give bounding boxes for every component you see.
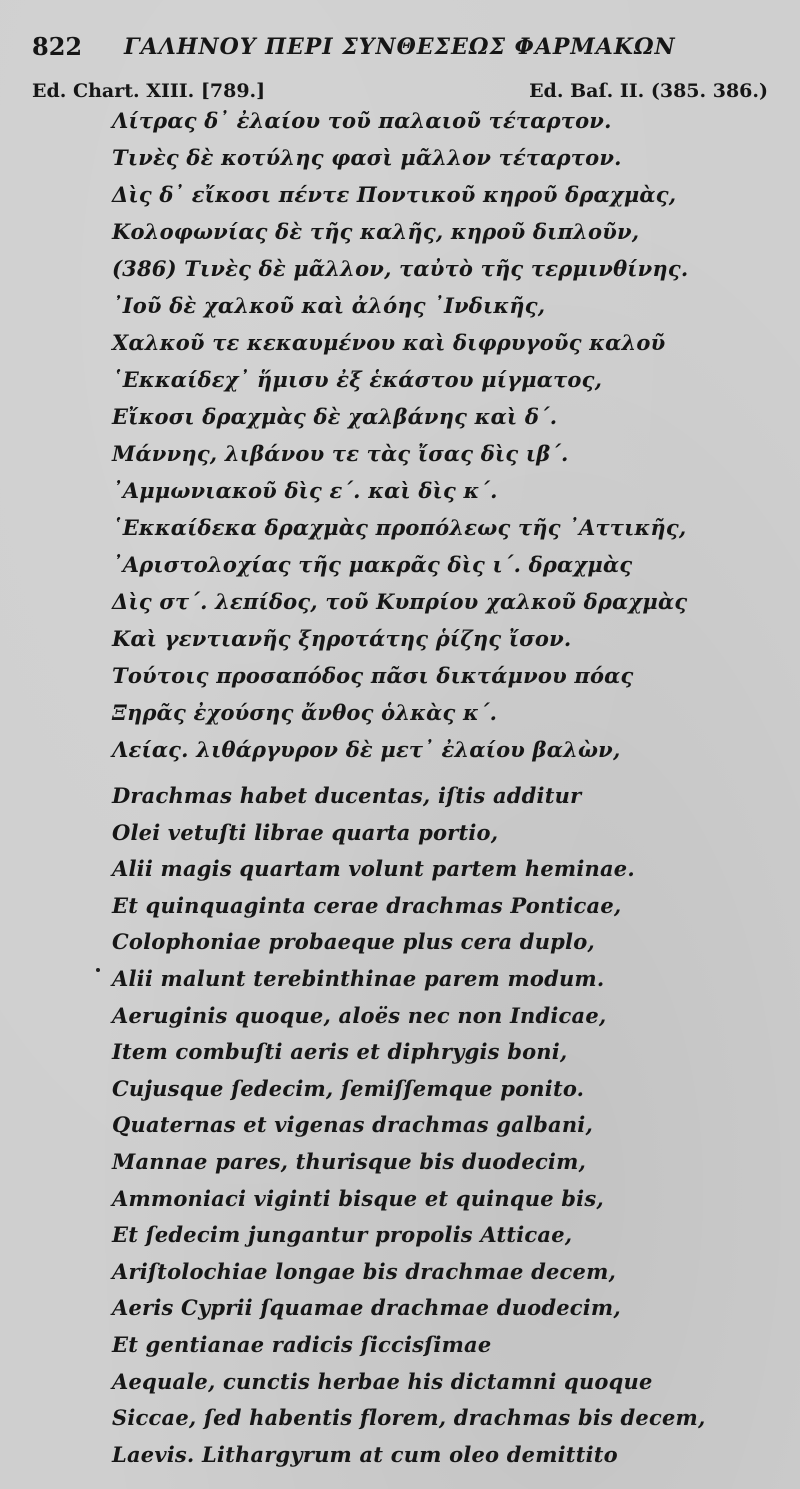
latin-verse-line: Mannae pares, thurisque bis duodecim, (112, 1148, 587, 1174)
latin-verse-line: Siccae, ſed habentis florem, drachmas bis decem, (112, 1405, 706, 1431)
greek-verse-line: ᾽Αριστολοχίας τῆς μακρᾶς δὶς ι΄. δραχμὰς (112, 552, 633, 577)
latin-verse-line: Alii malunt terebinthinae parem modum. (112, 965, 605, 991)
greek-verse-line: Δὶς δ᾽ εἴκοσι πέντε Ποντικοῦ κηροῦ δραχμὰς, (112, 182, 677, 207)
print-mark (96, 968, 100, 972)
greek-verse-line: Μάννης, λιβάνου τε τὰς ἴσας δὶς ιβ΄. (112, 441, 569, 466)
greek-verse-line: Κολοφωνίας δὲ τῆς καλῆς, κηροῦ διπλοῦν, (112, 219, 640, 244)
greek-verse-line: Λείας. λιθάργυρον δὲ μετ᾽ ἐλαίου βαλὼν, (112, 737, 621, 762)
latin-verse-line: Aeris Cyprii ſquamae drachmae duodecim, (112, 1295, 621, 1321)
greek-verse-block (112, 102, 762, 768)
greek-verse-line: ᾽Αμμωνιακοῦ δὶς ε΄. καὶ δὶς κ΄. (112, 478, 498, 503)
greek-verse-line: Χαλκοῦ τε κεκαυμένου καὶ διφρυγοῦς καλοῦ (112, 330, 666, 355)
latin-verse-line: Ammoniaci viginti bisque et quinque bis, (112, 1185, 604, 1211)
greek-verse-line: Καὶ γεντιανῆς ξηροτάτης ῥίζης ἴσον. (112, 626, 572, 651)
greek-verse-line: (386) Τινὲς δὲ μᾶλλον, ταὐτὸ τῆς τερμινθίνης. (112, 256, 689, 281)
latin-verse-line: Laevis. Lithargyrum at cum oleo demittito (112, 1441, 618, 1467)
latin-verse-line: Cujusque ſedecim, ſemiſſemque ponito. (112, 1075, 585, 1101)
latin-verse-line: Et gentianae radicis ſiccisſimae (112, 1331, 492, 1357)
greek-verse-line: Τινὲς δὲ κοτύλης φασὶ μᾶλλον τέταρτον. (112, 145, 622, 170)
edition-chart-reference: Ed. Chart. XIII. [789.] (32, 80, 266, 102)
greek-verse-line: Λίτρας δ᾽ ἐλαίου τοῦ παλαιοῦ τέταρτον. (112, 108, 612, 133)
latin-verse-line: Quaternas et vigenas drachmas galbani, (112, 1112, 593, 1138)
greek-verse-line: Ξηρᾶς ἐχούσης ἄνθος ὁλκὰς κ΄. (112, 700, 498, 725)
latin-verse-line: Et ſedecim jungantur propolis Atticae, (112, 1222, 573, 1248)
latin-verse-block (112, 778, 762, 1473)
latin-verse-line: Ariſtolochiae longae bis drachmae decem, (112, 1258, 617, 1284)
greek-verse-line: ῾Εκκαίδεκα δραχμὰς προπόλεως τῆς ᾽Αττικῆς, (112, 515, 687, 540)
latin-verse-line: Aequale, cunctis herbae his dictamni quoque (112, 1368, 653, 1394)
latin-verse-line: Item combuſti aeris et diphrygis boni, (112, 1039, 568, 1065)
greek-verse-line: ῾Εκκαίδεχ᾽ ἥμισυ ἐξ ἑκάστου μίγματος, (112, 367, 603, 392)
running-title: ΓΑΛΗΝΟΥ ΠΕΡΙ ΣΥΝΘΕΣΕΩΣ ΦΑΡΜΑΚΩΝ (124, 34, 676, 60)
latin-verse-line: Olei vetuſti librae quarta portio, (112, 819, 499, 845)
latin-verse-line: Aeruginis quoque, aloës nec non Indicae, (112, 1002, 607, 1028)
latin-verse-line: Drachmas habet ducentas, iſtis additur (112, 783, 582, 808)
greek-verse-line: Εἴκοσι δραχμὰς δὲ χαλβάνης καὶ δ΄. (112, 404, 558, 429)
greek-verse-line: ᾽Ιοῦ δὲ χαλκοῦ καὶ ἀλόης ᾽Ινδικῆς, (112, 293, 546, 318)
page-number: 822 (32, 32, 83, 61)
running-head (32, 30, 772, 70)
latin-verse-line: Alii magis quartam volunt partem heminae. (112, 856, 635, 882)
greek-verse-line: Τούτοις προσαπόδος πᾶσι δικτάμνου πόας (112, 663, 634, 688)
latin-verse-line: Colophoniae probaeque plus cera duplo, (112, 929, 595, 955)
greek-verse-line: Δὶς στ΄. λεπίδος, τοῦ Κυπρίου χαλκοῦ δραχμὰς (112, 589, 688, 614)
edition-basel-reference: Ed. Baſ. II. (385. 386.) (529, 80, 768, 102)
latin-verse-line: Et quinquaginta cerae drachmas Ponticae, (112, 892, 622, 918)
